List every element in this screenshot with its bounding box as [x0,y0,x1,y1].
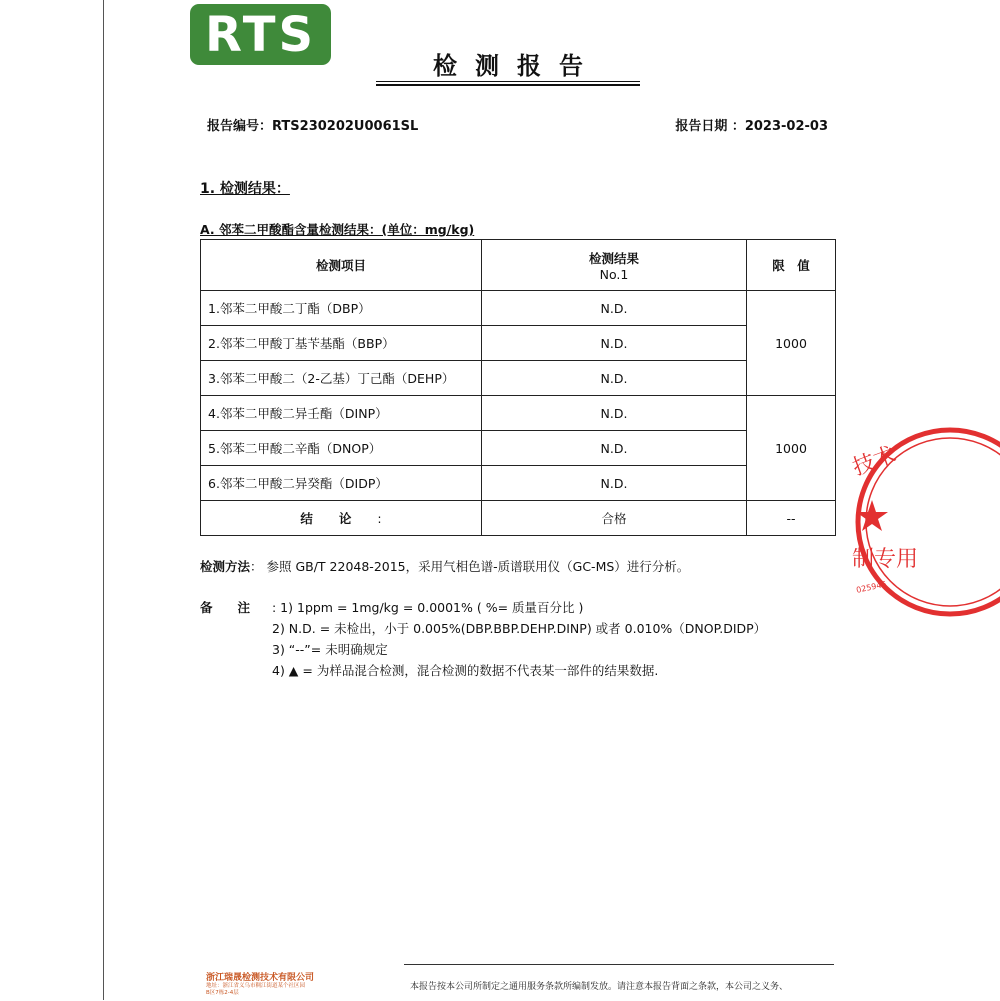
row-item: 5.邻苯二甲酸二辛酯（DNOP） [201,431,482,466]
conclusion-label-cell [201,501,482,536]
row-result: N.D. [482,466,747,501]
page-title: 检测报告 [433,52,601,80]
footer-disclaimer: 本报告按本公司所制定之通用服务条款所编制发放。请注意本报告背面之条款，本公司之义务、 [410,982,789,992]
table-row [201,466,836,501]
row-result: N.D. [482,291,747,326]
row-item: 4.邻苯二甲酸二异壬酯（DINP） [201,396,482,431]
row-result: N.D. [482,361,747,396]
subsection-title: A. 邻苯二甲酸酯含量检测结果：(单位：mg/kg) [200,222,475,237]
section-title: 1. 检测结果： [200,181,290,197]
footer-company: 浙江瑞晟检测技术有限公司 [206,973,315,983]
method-label: 检测方法 [200,559,251,574]
conclusion-colon: : [377,511,382,526]
svg-text:技术: 技术 [849,442,900,481]
header-item: 检测项目 [201,240,482,291]
rts-logo [190,4,331,65]
row-result: N.D. [482,326,747,361]
note-4: 4) ▲ = 为样品混合检测，混合检测的数据不代表某一部件的结果数据. [272,663,659,678]
table-row [201,361,836,396]
conclusion-row [201,501,836,536]
row-result: N.D. [482,396,747,431]
conclusion-label: 结论 [300,511,378,526]
limit-cell: 1000 [747,291,836,396]
notes-label: 备 注 [200,600,251,615]
conclusion-limit: -- [747,501,836,536]
title-rule [376,81,640,82]
header-result-label: 检测结果 [588,250,639,266]
seal-graphic [849,432,919,612]
header-sample: No.1 [599,266,629,282]
company-seal-stamp [849,432,919,612]
row-result: N.D. [482,431,747,466]
svg-text:制专用: 制专用 [852,547,919,572]
title-rule-double [376,84,640,86]
row-item: 6.邻苯二甲酸二异癸酯（DIDP） [201,466,482,501]
footer-address-line: B区7栋2-4层 [206,990,239,996]
table-row [201,431,836,466]
footer-address [206,983,305,997]
table-row [201,291,836,326]
conclusion-result: 合格 [482,501,747,536]
margin-line [103,0,104,1000]
logo-text: RTS [204,6,317,63]
footer-address-line: 地址：浙江省义乌市稠江街道某个社区园 [206,983,306,989]
table-header-row [201,240,836,291]
note-2-text: 2) N.D. = 未检出，小于 0.005%(DBP.BBP.DEHP.DINP) 或者 0.010%（DNOP.DIDP） [272,621,767,636]
table-row [201,326,836,361]
table-row [201,396,836,431]
svg-text:025946: 025946 [855,579,888,595]
header-result [482,240,747,291]
row-item: 2.邻苯二甲酸丁基苄基酯（BBP） [201,326,482,361]
report-number: 报告编号：RTS230202U0061SL [207,119,419,134]
test-method [200,557,689,575]
limit-cell: 1000 [747,396,836,501]
header-limit: 限 值 [747,240,836,291]
method-text: ： 参照 GB/T 22048-2015，采用气相色谱-质谱联用仪（GC-MS）进行分析。 [250,559,690,574]
footer-rule [404,964,834,965]
report-date: 报告日期 ：2023-02-03 [675,119,828,134]
note-1: : 1) 1ppm = 1mg/kg = 0.0001% ( %= 质量百分比 ) [272,600,584,615]
note-3: 3) “--”= 未明确规定 [272,642,388,657]
row-item: 3.邻苯二甲酸二（2-乙基）丁己酯（DEHP） [201,361,482,396]
results-table [200,239,836,536]
note-2 [272,619,766,637]
row-item: 1.邻苯二甲酸二丁酯（DBP） [201,291,482,326]
